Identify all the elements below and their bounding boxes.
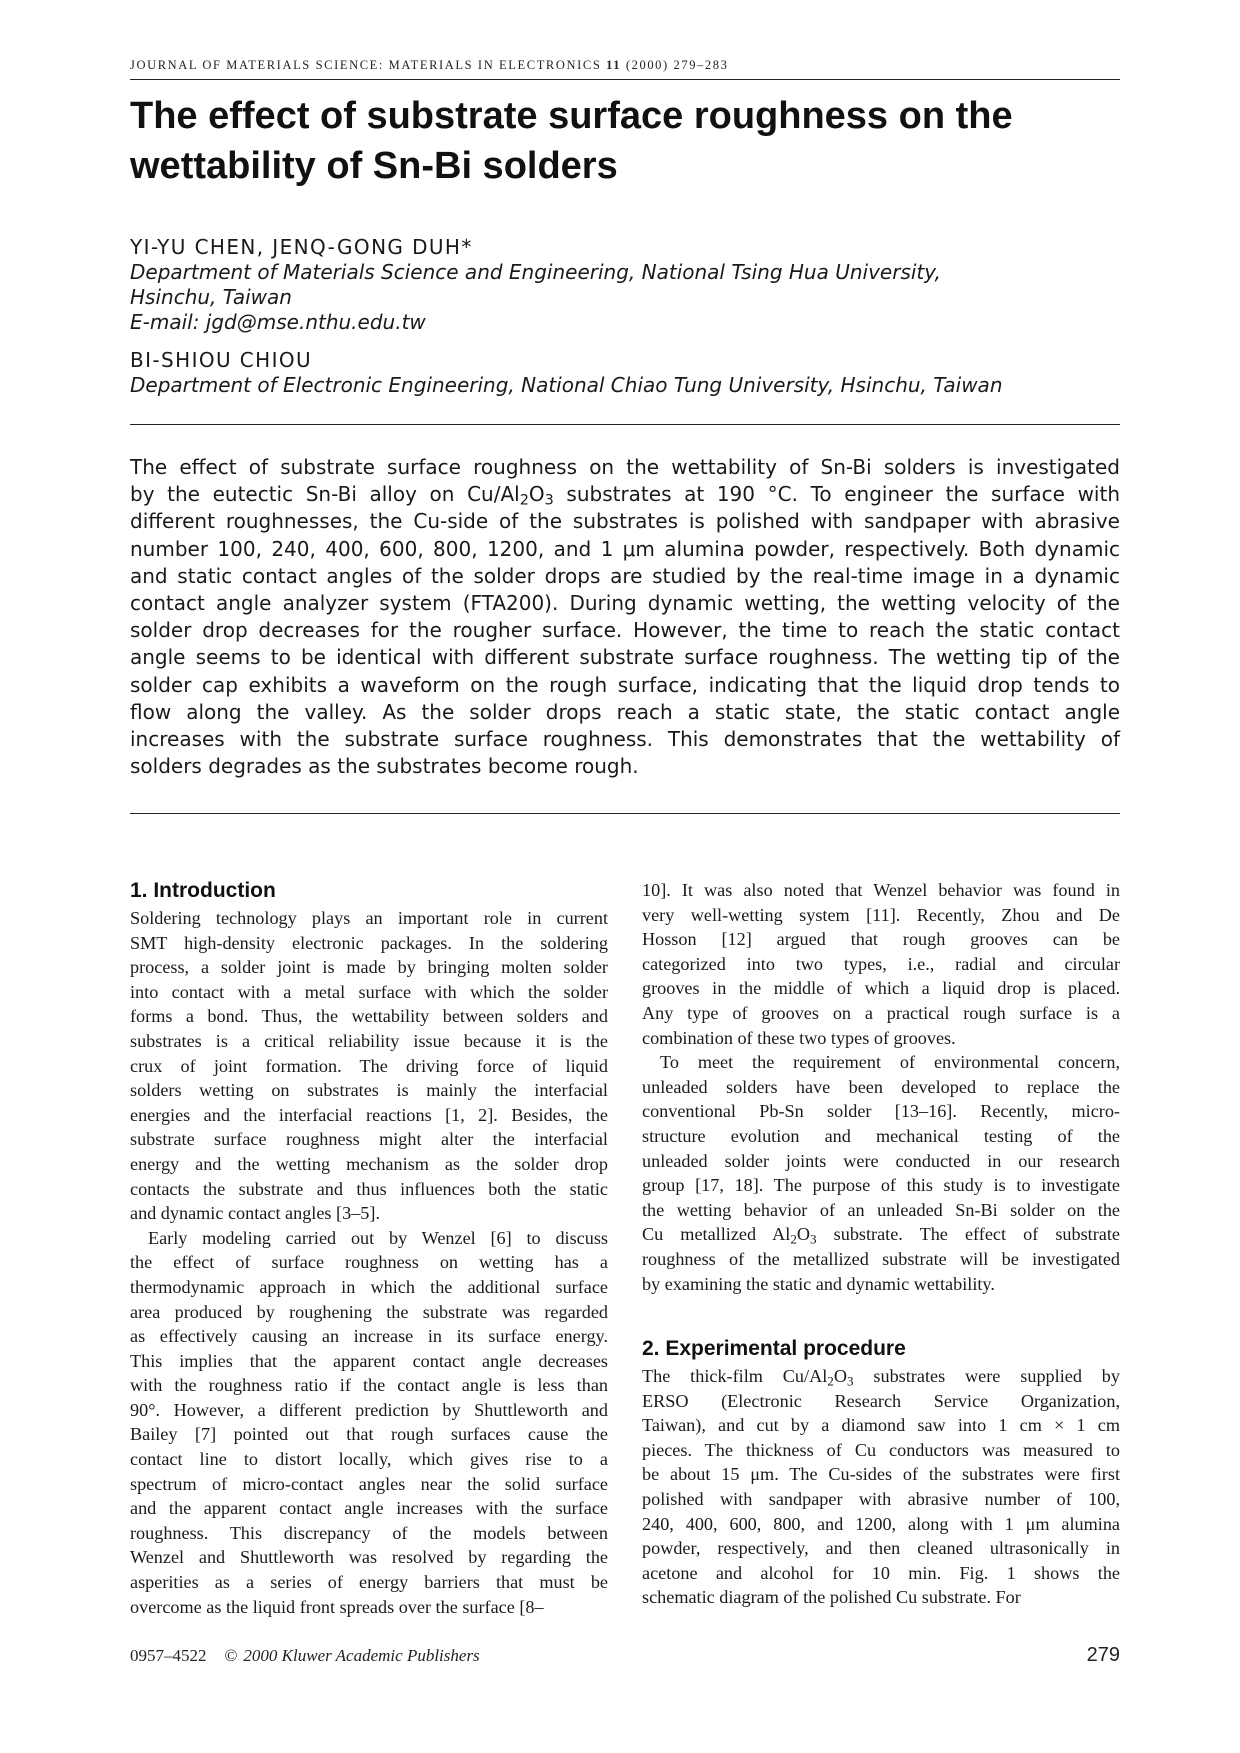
abstract-top-rule [130,424,1120,425]
page-number: 279 [1086,1644,1120,1666]
subscript: 2 [519,492,529,509]
running-head [130,58,1120,73]
subscript: 3 [810,1231,817,1247]
text-line [642,1222,1120,1247]
text-run: The thick-film Cu/Al [642,1366,828,1387]
journal-page [130,0,1120,1753]
text-line: categorized into two types, i.e., radial and circular [642,953,1120,974]
subscript: 3 [544,492,554,509]
header-rule [130,79,1120,80]
text-line: SMT high-density electronic packages. In the soldering [130,932,608,953]
text-line: group [17, 18]. The purpose of this study is to investigate [642,1175,1120,1196]
subscript: 2 [827,1373,834,1389]
text-line: energies and the interfacial reactions [1, 2]. Besides, the [130,1104,608,1125]
subscript: 2 [790,1231,797,1247]
text-line: combination of these two types of grooves. [642,1027,956,1048]
text-line: pieces. The thickness of Cu conductors was measured to [642,1439,1120,1460]
abstract-line: angle seems to be identical with different substrate surface roughness. The wetting tip of the [130,645,1120,670]
text-line: with the roughness ratio if the contact angle is less than [130,1375,608,1396]
experimental-body [642,1364,1120,1610]
journal-name: JOURNAL OF MATERIALS SCIENCE: MATERIALS IN ELECTRONICS [130,58,602,72]
abstract-line: flow along the valley. As the solder drops reach a static state, the static contact angle [130,699,1120,724]
volume-number: 11 [606,58,622,72]
text-line: grooves in the middle of which a liquid drop is placed. [642,978,1120,999]
title-line: The effect of substrate surface roughness on the [130,95,1013,137]
text-run: Cu metallized Al [642,1224,791,1245]
author-affiliation [130,260,1120,335]
text-line: area produced by roughening the substrate was regarded [130,1301,608,1322]
text-line: Early modeling carried out by Wenzel [6] to discuss [148,1227,608,1248]
paragraph [642,1364,1120,1610]
text-line: Hosson [12] argued that rough grooves can be [642,929,1120,950]
section-gap [642,1296,1120,1336]
text-line: unleaded solder joints were conducted in our research [642,1150,1120,1171]
abstract-line: different roughnesses, the Cu-side of the substrates is polished with sandpaper with abrasive [130,509,1120,534]
text-line: and dynamic contact angles [3–5]. [130,1203,380,1224]
abstract-line: solder drop decreases for the rougher surface. However, the time to reach the static contact [130,618,1120,643]
abstract-bottom-rule [130,813,1120,814]
text-line: This implies that the apparent contact angle decreases [130,1350,608,1371]
text-run: O [796,1224,811,1245]
text-line: by examining the static and dynamic wettability. [642,1273,995,1294]
text-line: overcome as the liquid front spreads over the surface [8– [130,1596,544,1617]
paragraph [130,1226,608,1620]
section-heading-introduction: 1. Introduction [130,879,276,902]
text-line: roughness. This discrepancy of the models between [130,1522,608,1543]
text-line: the wetting behavior of an unleaded Sn-Bi solder on the [642,1199,1120,1220]
text-line: solders wetting on substrates is mainly the interfacial [130,1080,608,1101]
text-line: Any type of grooves on a practical rough surface is a [642,1002,1120,1023]
text-line: 240, 400, 600, 800, and 1200, along with 1 μm alumina [642,1513,1120,1534]
text-line: Bailey [7] pointed out that rough surfaces cause the [130,1424,608,1445]
page-footer [130,1646,1120,1674]
text-line: To meet the requirement of environmental concern, [660,1052,1120,1073]
abstract-line: The effect of substrate surface roughness on the wettability of Sn-Bi solders is investigated [130,455,1120,479]
footer-issn-publisher [130,1646,480,1666]
title-line: wettability of Sn-Bi solders [130,145,618,187]
text-line: schematic diagram of the polished Cu substrate. For [642,1587,1021,1608]
author-affiliation [130,373,1120,398]
abstract-line: increases with the substrate surface roughness. This demonstrates that the wettability of [130,727,1120,752]
affiliation-line: Department of Materials Science and Engineering, National Tsing Hua University, [130,260,941,284]
copyright-icon: © [224,1646,238,1665]
text-line: acetone and alcohol for 10 min. Fig. 1 shows the [642,1562,1120,1583]
abstract-line: number 100, 240, 400, 600, 800, 1200, and 1 μm alumina powder, respectively. Both dynamic [130,536,1120,561]
author-names: YI-YU CHEN, JENQ-GONG DUH* [130,235,473,259]
text-line: conventional Pb-Sn solder [13–16]. Recently, micro- [642,1101,1120,1122]
year-pages: (2000) 279–283 [625,58,729,72]
text-line: and the apparent contact angle increases with the surface [130,1498,608,1519]
issn: 0957–4522 [130,1646,207,1665]
text-line: contact line to distort locally, which gives rise to a [130,1449,608,1470]
text-line: substrate surface roughness might alter the interfacial [130,1129,608,1150]
text-line: Soldering technology plays an important role in current [130,908,608,928]
text-line: structure evolution and mechanical testing of the [642,1125,1120,1146]
paragraph [130,906,608,1226]
text-run: substrates at 190 °C. To engineer the surface with [553,482,1121,507]
text-line: forms a bond. Thus, the wettability between solders and [130,1006,608,1027]
affiliation-line: Hsinchu, Taiwan [130,285,292,309]
text-line: contacts the substrate and thus influences both the static [130,1178,608,1199]
text-line: 10]. It was also noted that Wenzel behavior was found in [642,880,1120,900]
text-line: crux of joint formation. The driving force of liquid [130,1055,608,1076]
text-line: into contact with a metal surface with which the solder [130,981,608,1002]
abstract-line: solders degrades as the substrates become rough. [130,754,639,779]
text-run: substrates were supplied by [853,1366,1120,1387]
text-run: by the eutectic Sn-Bi alloy on Cu/Al [130,482,520,507]
text-line: process, a solder joint is made by bringing molten solder [130,957,608,978]
text-line: 90°. However, a different prediction by Shuttleworth and [130,1399,608,1420]
text-run: O [528,482,545,507]
text-line: Taiwan), and cut by a diamond saw into 1 cm × 1 cm [642,1415,1120,1436]
right-column [642,878,1120,1610]
section-heading-experimental: 2. Experimental procedure [642,1337,906,1361]
text-line: thermodynamic approach in which the additional surface [130,1276,608,1297]
text-line: unleaded solders have been developed to replace the [642,1076,1120,1097]
abstract-line: contact angle analyzer system (FTA200). During dynamic wetting, the wetting velocity of the [130,591,1120,616]
text-line: asperities as a series of energy barriers that must be [130,1572,608,1593]
text-line: the effect of surface roughness on wetting has a [130,1252,608,1273]
text-line: polished with sandpaper with abrasive number of 100, [642,1489,1120,1510]
text-line: be about 15 μm. The Cu-sides of the substrates were first [642,1464,1120,1485]
introduction-body [130,906,608,1619]
text-line: as effectively causing an increase in its surface energy. [130,1326,608,1347]
text-run: O [833,1366,847,1387]
abstract [130,454,1120,780]
abstract-line: and static contact angles of the solder drops are studied by the real-time image in a dynamic [130,563,1120,588]
text-line: substrates is a critical reliability issue because it is the [130,1030,608,1051]
left-column [130,878,608,1619]
paragraph [642,1050,1120,1296]
introduction-body-continued [642,878,1120,1296]
author-names: BI-SHIOU CHIOU [130,348,313,372]
text-line: energy and the wetting mechanism as the solder drop [130,1153,608,1174]
author-email[interactable]: E-mail: jgd@mse.nthu.edu.tw [130,310,426,334]
text-line: spectrum of micro-contact angles near the solid surface [130,1473,608,1494]
text-line: Wenzel and Shuttleworth was resolved by regarding the [130,1547,608,1568]
affiliation-line: Department of Electronic Engineering, National Chiao Tung University, Hsinchu, Taiwan [130,373,1003,397]
text-line: very well-wetting system [11]. Recently, Zhou and De [642,904,1120,925]
article-title [130,91,1120,191]
text-line: ERSO (Electronic Research Service Organization, [642,1390,1120,1411]
text-run: substrate. The effect of substrate [816,1224,1120,1245]
publisher: 2000 Kluwer Academic Publishers [243,1646,480,1665]
text-line [642,1364,1120,1389]
abstract-line [130,481,1120,508]
abstract-line: solder cap exhibits a waveform on the rough surface, indicating that the liquid drop tends to [130,672,1120,697]
paragraph [642,878,1120,1050]
text-line: powder, respectively, and then cleaned ultrasonically in [642,1538,1120,1559]
text-line: roughness of the metallized substrate will be investigated [642,1248,1120,1269]
subscript: 3 [846,1373,854,1389]
